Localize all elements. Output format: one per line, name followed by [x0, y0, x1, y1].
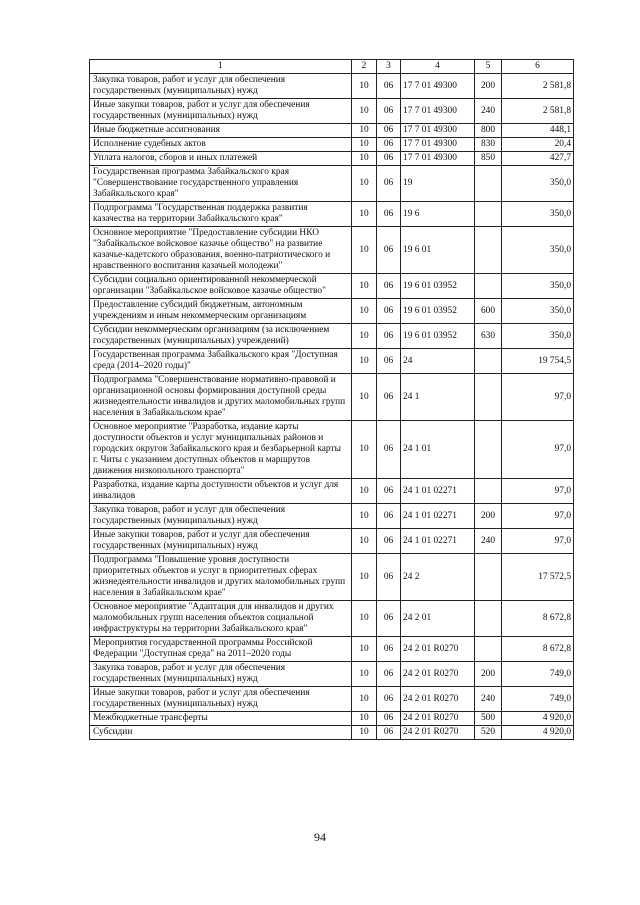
row-amount-cell: 97,0: [502, 529, 574, 554]
row-target-article-cell: 24 2 01 R0270: [401, 662, 475, 687]
row-expense-type-cell: 240: [475, 99, 502, 124]
row-amount-cell: 97,0: [502, 479, 574, 504]
row-expense-type-cell: 200: [475, 504, 502, 529]
row-amount-cell: 448,1: [502, 124, 574, 138]
table-row: [90, 152, 574, 166]
table-row: [90, 227, 574, 274]
row-amount-cell: 427,7: [502, 152, 574, 166]
row-amount-cell: 350,0: [502, 227, 574, 274]
row-name-cell: Мероприятия государственной программы Российской Федерации "Доступная среда" на 2011–2020 годы: [90, 637, 352, 662]
row-amount-cell: 97,0: [502, 374, 574, 421]
row-section-cell: 10: [352, 712, 377, 726]
budget-table: [89, 59, 574, 740]
row-target-article-cell: 19 6 01 03952: [401, 324, 475, 349]
row-section-cell: 10: [352, 601, 377, 637]
table-row: [90, 299, 574, 324]
row-amount-cell: 350,0: [502, 202, 574, 227]
row-amount-cell: 97,0: [502, 421, 574, 479]
row-section-cell: 10: [352, 349, 377, 374]
row-section-cell: 10: [352, 504, 377, 529]
row-amount-cell: 749,0: [502, 687, 574, 712]
row-section-cell: 10: [352, 202, 377, 227]
row-target-article-cell: 24 1 01: [401, 421, 475, 479]
header-cell-expense-type: 5: [475, 60, 502, 74]
table-row: [90, 504, 574, 529]
row-target-article-cell: 19 6: [401, 202, 475, 227]
row-target-article-cell: 17 7 01 49300: [401, 124, 475, 138]
row-name-cell: Иные закупки товаров, работ и услуг для обеспечения государственных (муниципальных) нужд: [90, 99, 352, 124]
row-target-article-cell: 17 7 01 49300: [401, 138, 475, 152]
row-expense-type-cell: 600: [475, 299, 502, 324]
table-row: [90, 601, 574, 637]
row-section-cell: 10: [352, 138, 377, 152]
row-name-cell: Межбюджетные трансферты: [90, 712, 352, 726]
row-amount-cell: 2 581,8: [502, 99, 574, 124]
row-expense-type-cell: [475, 554, 502, 601]
row-target-article-cell: 24 1 01 02271: [401, 504, 475, 529]
row-section-cell: 10: [352, 274, 377, 299]
table-row: [90, 166, 574, 202]
row-target-article-cell: 24 2 01: [401, 601, 475, 637]
row-subsection-cell: 06: [377, 374, 401, 421]
table-row: [90, 124, 574, 138]
row-section-cell: 10: [352, 74, 377, 99]
row-subsection-cell: 06: [377, 726, 401, 740]
row-expense-type-cell: [475, 479, 502, 504]
row-name-cell: Разработка, издание карты доступности объектов и услуг для инвалидов: [90, 479, 352, 504]
row-expense-type-cell: 200: [475, 662, 502, 687]
row-section-cell: 10: [352, 687, 377, 712]
row-subsection-cell: 06: [377, 99, 401, 124]
row-target-article-cell: 24 2 01 R0270: [401, 687, 475, 712]
row-amount-cell: 350,0: [502, 166, 574, 202]
row-subsection-cell: 06: [377, 662, 401, 687]
row-target-article-cell: 19 6 01: [401, 227, 475, 274]
row-name-cell: Иные закупки товаров, работ и услуг для обеспечения государственных (муниципальных) нужд: [90, 687, 352, 712]
row-name-cell: Государственная программа Забайкальского края "Доступная среда (2014–2020 годы)": [90, 349, 352, 374]
row-target-article-cell: 24 1 01 02271: [401, 479, 475, 504]
row-expense-type-cell: [475, 166, 502, 202]
table-row: [90, 138, 574, 152]
row-expense-type-cell: [475, 374, 502, 421]
row-expense-type-cell: 240: [475, 529, 502, 554]
row-subsection-cell: 06: [377, 202, 401, 227]
header-cell-name: 1: [90, 60, 352, 74]
row-name-cell: Основное мероприятие "Разработка, издание карты доступности объектов и услуг муниципальных районов и городских округов Забайкальского края и безбарьерной карты г. Читы с указанием доступных объектов и маршрутов движения низкопольного транспорта": [90, 421, 352, 479]
row-expense-type-cell: 520: [475, 726, 502, 740]
row-section-cell: 10: [352, 421, 377, 479]
budget-table-body: [90, 60, 574, 740]
table-row: [90, 637, 574, 662]
row-name-cell: Иные бюджетные ассигнования: [90, 124, 352, 138]
row-name-cell: Подпрограмма "Государственная поддержка развития казачества на территории Забайкальского края": [90, 202, 352, 227]
row-amount-cell: 2 581,8: [502, 74, 574, 99]
table-row: [90, 374, 574, 421]
row-subsection-cell: 06: [377, 124, 401, 138]
row-amount-cell: 4 920,0: [502, 726, 574, 740]
row-amount-cell: 350,0: [502, 274, 574, 299]
row-name-cell: Предоставление субсидий бюджетным, автономным учреждениям и иным некоммерческим организациям: [90, 299, 352, 324]
row-name-cell: Исполнение судебных актов: [90, 138, 352, 152]
row-expense-type-cell: [475, 601, 502, 637]
row-target-article-cell: 19 6 01 03952: [401, 299, 475, 324]
row-name-cell: Уплата налогов, сборов и иных платежей: [90, 152, 352, 166]
table-row: [90, 324, 574, 349]
header-cell-amount: 6: [502, 60, 574, 74]
row-amount-cell: 97,0: [502, 504, 574, 529]
row-amount-cell: 19 754,5: [502, 349, 574, 374]
row-amount-cell: 20,4: [502, 138, 574, 152]
row-target-article-cell: 19 6 01 03952: [401, 274, 475, 299]
row-amount-cell: 4 920,0: [502, 712, 574, 726]
row-subsection-cell: 06: [377, 687, 401, 712]
table-row: [90, 202, 574, 227]
row-subsection-cell: 06: [377, 601, 401, 637]
table-header-row: [90, 60, 574, 74]
header-cell-subsection: 3: [377, 60, 401, 74]
row-name-cell: Государственная программа Забайкальского края "Совершенствование государственного управления Забайкальского края": [90, 166, 352, 202]
table-row: [90, 99, 574, 124]
row-section-cell: 10: [352, 152, 377, 166]
table-row: [90, 421, 574, 479]
table-row: [90, 726, 574, 740]
row-expense-type-cell: [475, 637, 502, 662]
row-target-article-cell: 24 2 01 R0270: [401, 726, 475, 740]
row-section-cell: 10: [352, 662, 377, 687]
row-subsection-cell: 06: [377, 138, 401, 152]
row-name-cell: Субсидии некоммерческим организациям (за исключением государственных (муниципальных) учреждений): [90, 324, 352, 349]
table-row: [90, 74, 574, 99]
row-name-cell: Основное мероприятие "Предоставление субсидии НКО "Забайкальское войсковое казачье общество" на развитие казачье-кадетского образования, военно-патриотического и нравственного воспитания казачьей молодежи": [90, 227, 352, 274]
row-name-cell: Субсидии: [90, 726, 352, 740]
row-target-article-cell: 24: [401, 349, 475, 374]
row-name-cell: Подпрограмма "Совершенствование нормативно-правовой и организационной основы формирования доступной среды жизнедеятельности инвалидов и других маломобильных групп населения в Забайкальском крае": [90, 374, 352, 421]
row-expense-type-cell: [475, 421, 502, 479]
row-name-cell: Подпрограмма "Повышение уровня доступности приоритетных объектов и услуг в приоритетных сферах жизнедеятельности инвалидов и других маломобильных групп населения в Забайкальском крае": [90, 554, 352, 601]
row-name-cell: Закупка товаров, работ и услуг для обеспечения государственных (муниципальных) нужд: [90, 74, 352, 99]
row-name-cell: Закупка товаров, работ и услуг для обеспечения государственных (муниципальных) нужд: [90, 662, 352, 687]
row-amount-cell: 8 672,8: [502, 601, 574, 637]
row-expense-type-cell: 830: [475, 138, 502, 152]
row-expense-type-cell: 800: [475, 124, 502, 138]
row-amount-cell: 350,0: [502, 299, 574, 324]
header-cell-section: 2: [352, 60, 377, 74]
row-name-cell: Основное мероприятие "Адаптация для инвалидов и других маломобильных групп населения объектов социальной инфраструктуры на территории Забайкальского края": [90, 601, 352, 637]
row-name-cell: Субсидии социально ориентированной некоммерческой организации "Забайкальское войсковое казачье общество": [90, 274, 352, 299]
row-target-article-cell: 17 7 01 49300: [401, 152, 475, 166]
row-name-cell: Иные закупки товаров, работ и услуг для обеспечения государственных (муниципальных) нужд: [90, 529, 352, 554]
row-expense-type-cell: [475, 227, 502, 274]
row-expense-type-cell: 200: [475, 74, 502, 99]
row-section-cell: 10: [352, 726, 377, 740]
row-subsection-cell: 06: [377, 479, 401, 504]
row-target-article-cell: 24 2: [401, 554, 475, 601]
row-section-cell: 10: [352, 554, 377, 601]
row-section-cell: 10: [352, 99, 377, 124]
row-amount-cell: 350,0: [502, 324, 574, 349]
row-amount-cell: 8 672,8: [502, 637, 574, 662]
row-subsection-cell: 06: [377, 152, 401, 166]
row-target-article-cell: 17 7 01 49300: [401, 99, 475, 124]
row-subsection-cell: 06: [377, 274, 401, 299]
row-subsection-cell: 06: [377, 166, 401, 202]
row-target-article-cell: 24 2 01 R0270: [401, 637, 475, 662]
row-section-cell: 10: [352, 637, 377, 662]
row-subsection-cell: 06: [377, 227, 401, 274]
row-section-cell: 10: [352, 324, 377, 349]
row-target-article-cell: 17 7 01 49300: [401, 74, 475, 99]
row-subsection-cell: 06: [377, 529, 401, 554]
row-subsection-cell: 06: [377, 74, 401, 99]
table-row: [90, 687, 574, 712]
row-subsection-cell: 06: [377, 421, 401, 479]
row-target-article-cell: 24 1: [401, 374, 475, 421]
row-expense-type-cell: [475, 202, 502, 227]
row-expense-type-cell: 240: [475, 687, 502, 712]
row-expense-type-cell: [475, 274, 502, 299]
header-cell-target-article: 4: [401, 60, 475, 74]
table-row: [90, 662, 574, 687]
table-row: [90, 479, 574, 504]
row-section-cell: 10: [352, 529, 377, 554]
row-subsection-cell: 06: [377, 349, 401, 374]
row-section-cell: 10: [352, 166, 377, 202]
row-subsection-cell: 06: [377, 554, 401, 601]
row-amount-cell: 17 572,5: [502, 554, 574, 601]
row-amount-cell: 749,0: [502, 662, 574, 687]
row-expense-type-cell: 500: [475, 712, 502, 726]
row-section-cell: 10: [352, 227, 377, 274]
row-expense-type-cell: 630: [475, 324, 502, 349]
row-subsection-cell: 06: [377, 324, 401, 349]
row-expense-type-cell: 850: [475, 152, 502, 166]
row-subsection-cell: 06: [377, 504, 401, 529]
page-number: 94: [314, 830, 326, 844]
row-target-article-cell: 19: [401, 166, 475, 202]
row-subsection-cell: 06: [377, 637, 401, 662]
row-section-cell: 10: [352, 479, 377, 504]
table-row: [90, 349, 574, 374]
table-row: [90, 712, 574, 726]
row-target-article-cell: 24 2 01 R0270: [401, 712, 475, 726]
row-subsection-cell: 06: [377, 299, 401, 324]
row-section-cell: 10: [352, 374, 377, 421]
row-section-cell: 10: [352, 124, 377, 138]
row-subsection-cell: 06: [377, 712, 401, 726]
row-target-article-cell: 24 1 01 02271: [401, 529, 475, 554]
table-row: [90, 554, 574, 601]
row-name-cell: Закупка товаров, работ и услуг для обеспечения государственных (муниципальных) нужд: [90, 504, 352, 529]
row-section-cell: 10: [352, 299, 377, 324]
table-row: [90, 274, 574, 299]
table-row: [90, 529, 574, 554]
row-expense-type-cell: [475, 349, 502, 374]
